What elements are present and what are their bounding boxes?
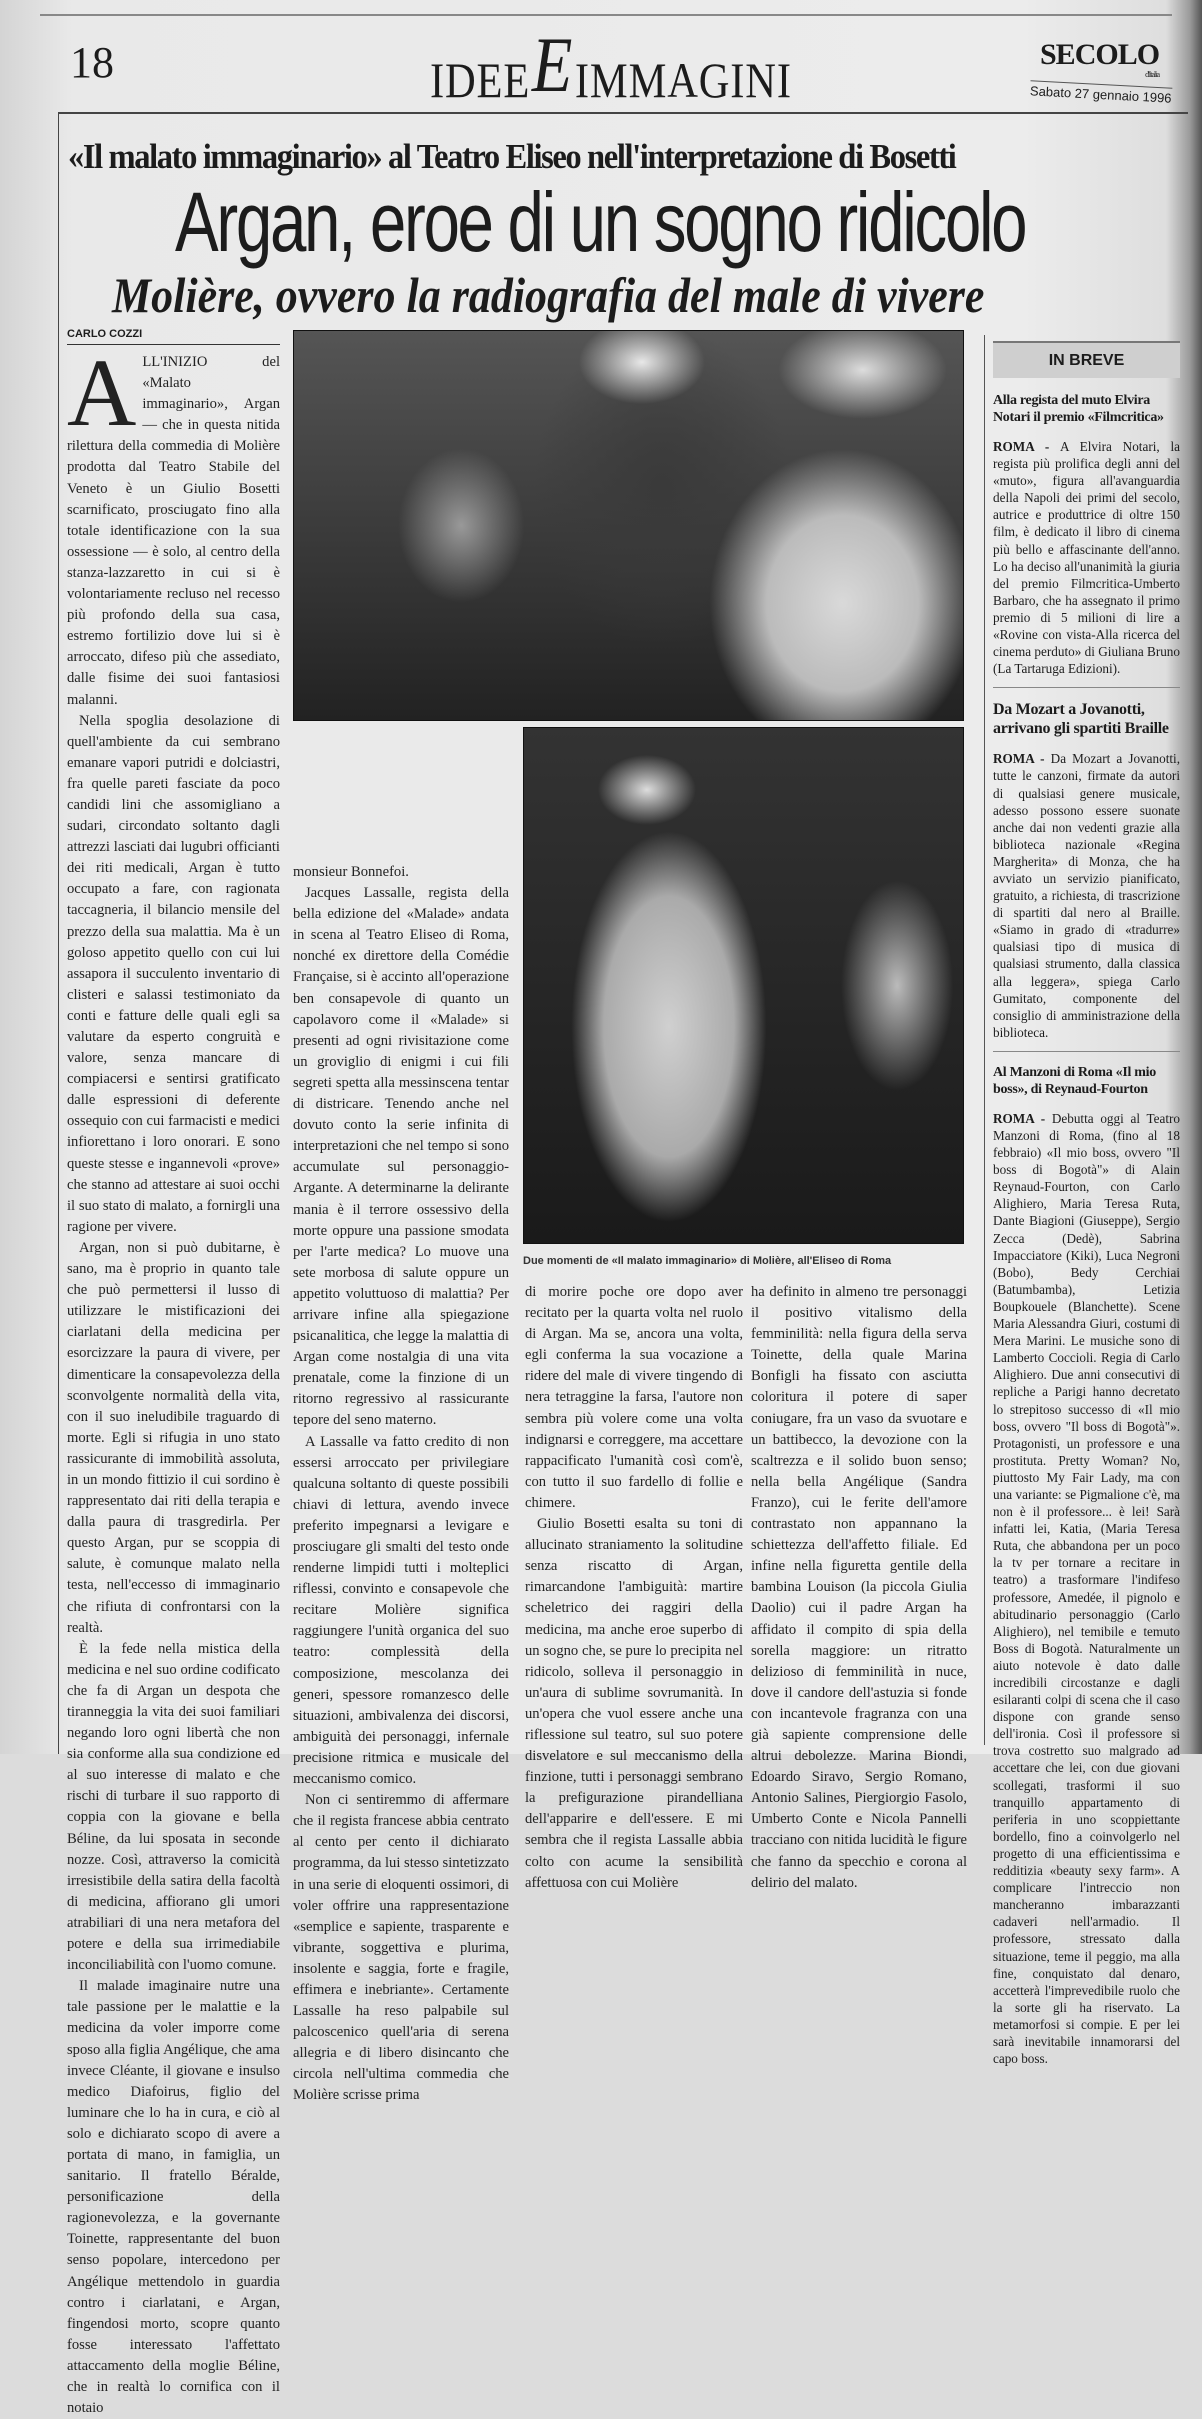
article-paragraph: È la fede nella mistica della medicina e nel suo ordine codificato che fa di Argan un despota che tiranneggia la vita dei suoi familiari negando loro ogni libertà che non sia conforme alla sua condizione ed al suo interesse di malato e che rischi di turbare il suo rapporto di coppia con la giovane e bella Béline, da lui sposata in seconde nozze. Così, attraverso la comicità irresistibile della satira della facoltà di medicina, affiorano gli umori atrabiliari di una nera metafora del potere e della sua irrimediabile inconciliabilità con l'uomo comune. bbox=[67, 1640, 280, 1974]
article-headline: Argan, eroe di un sogno ridicolo bbox=[175, 175, 1026, 269]
section-title-left: IDEE bbox=[430, 52, 531, 108]
masthead-name: SECOLO bbox=[1040, 38, 1160, 71]
brief-text: Da Mozart a Jovanotti, tutte le canzoni, firmate da autori di qualsiasi genere musicale, adesso possono essere suonate anche dai non vedenti grazie alla biblioteca nazionale «Regina Margherita» di Monza, che ha avviato un servizio pianificato, gratuito, a richiesta, di trascrizione di spartiti dal nero al Braille. «Siamo in grado di «tradurre» qualsiasi tipo di musica di qualsiasi strumento, dalla classica alla leggera», spiega Carlo Gumitato, componente del consiglio di amministrazione della biblioteca. bbox=[993, 751, 1180, 1040]
brief-text: Debutta oggi al Teatro Manzoni di Roma, (fino al 18 febbraio) «Il mio boss, ovvero "Il boss di Bogotà"» di Alain Reynaud-Fourton, con Carlo Alighiero, Maria Teresa Ruta, Dante Biagioni (Giuseppe), Sergio Zecca (Dedè), Sabrina Impacciatore (Kiki), Luca Negroni (Bobo), Bedy Cerchiai (Batumbamba), Letizia Boupkouele (Blanchette). Scene Maria Alessandra Giuri, costumi di Mera Marini. Le musiche sono di Lamberto Coccioli. Regia di Carlo Alighiero. Due anni consecutivi di repliche a Parigi hanno decretato lo strepitoso successo di «Il mio boss, ovvero "Il boss di Bogotà"». Protagonisti, un professore e una prostituta. Pretty Woman? No, piuttosto My Fair Lady, ma con una variante: se Pigmalione c'è, ma non è il professore... è lei! Sarà infatti lei, Katia, (Maria Teresa Ruta, che abbandona per un poco la tv per tornare a recitare in teatro) a trasformare l'indifeso professore, Amedée, il pignolo e abitudinario personaggio (Carlo Alighiero), nel temibile e temuto Boss di Bogotà. Naturalmente un aiuto notevole è dato dalle incredibili circostanze e dagli esilaranti colpi di scena che il caso dispone con grande senso dell'ironia. Così il professore si trova costretto suo malgrado ad accettare che lei, con due giovani scollegati, trasformi il suo tranquillo appartamento di periferia in uno scoppiettante bordello, fino a coinvolgerlo nel progetto di una efficientissima e redditizia «beauty sexy farm». A complicare l'intreccio non mancheranno imbarazzanti cadaveri nell'armadio. Il professore, stressato dalla situazione, teme il peggio, ma alla fine, conquistato dal denaro, accetterà l'imprevedibile ruolo che la sorte gli ha riservato. La metamorfosi si compie. E per lei sarà inevitabile innamorarsi del capo boss. bbox=[993, 1110, 1180, 2067]
article-paragraph: Nella spoglia desolazione di quell'ambiente da cui sembrano emanare vapori putridi e dolciastri, fra quelle pareti fasciate da poco candidi lini che assomigliano a sudari, circondato soltanto dagli attrezzi lasciati dai lugubri officianti dei riti medicali, Argan è tutto occupato a fare, con ragionata taccagneria, il bilancio mensile del prezzo della sua malattia. Ma è un goloso appetito quello con cui lui assapora il succulento inventario di clisteri e salassi testimoniato da conti e fatture delle quali egli sa valutare da esperto congruità e valore, senza mancare di compiacersi e sentirsi gratificato dalle espressioni di deferente ossequio con cui farmacisti e medici infiorettano i loro onorari. E sono queste stesse e ingannevoli «prove» che stanno ad attestare ai suoi occhi il suo stato di malato, a fornirgli una ragione per vivere. bbox=[67, 712, 280, 1235]
brief-heading: Da Mozart a Jovanotti, arrivano gli spartiti Braille bbox=[993, 701, 1169, 738]
brief-body bbox=[993, 750, 1180, 1041]
brief-item bbox=[993, 700, 1180, 1041]
article-column-2 bbox=[293, 862, 509, 2107]
page-number: 18 bbox=[70, 38, 114, 87]
divider bbox=[993, 1051, 1180, 1052]
article-column-3 bbox=[525, 1282, 743, 1894]
article-paragraph bbox=[67, 339, 280, 711]
masthead-logo bbox=[1040, 40, 1159, 80]
article-paragraph: Jacques Lassalle, regista della bella edizione del «Malade» andata in scena al Teatro Eliseo di Roma, nonché ex direttore della Comédie Française, si è accinto all'operazione ben consapevole di quanto un capolavoro come il «Malade» si presenti ad ogni rivisitazione come un groviglio di enigmi i cui fili segreti spetta alla messinscena tentar di districare. Tenendo anche nel dovuto conto la serie infinita di interpretazioni che nel tempo si sono accumulate sul personaggio-Argante. A determinarne la delirante mania è il terrore ossessivo della morte oppure una passione smodata per l'arte medica? Lo muove una sete morbosa di salute oppure un appetito voluttuoso di malattia? Per arrivare infine alla spiegazione psicanalitica, che legge la malattia di Argan come nostalgia di una vita prenatale, come la finzione di un ritorno regressivo al rassicurante tepore del seno materno. bbox=[293, 885, 509, 1429]
photo-stage-scene-argan bbox=[523, 727, 964, 1244]
article-column-4 bbox=[751, 1282, 967, 1894]
brief-body bbox=[993, 1110, 1180, 2067]
brief-item bbox=[993, 1064, 1180, 2067]
article-paragraph: monsieur Bonnefoi. bbox=[293, 864, 409, 880]
sidebar-title: IN BREVE bbox=[993, 341, 1180, 378]
article-paragraph: Giulio Bosetti esalta su toni di allucinato straniamento la solitudine senza riscatto di Argan, rimarcandone l'ambiguità: martire scheletrico dei raggiri della medicina, ma anche eroe superbo di un sogno che, se pure lo precipita nel ridicolo, solleva il personaggio in un'aura di sublime sovrumanità. In un'opera che vuol essere anche una riflessione sul teatro, sul suo potere disvelatore e sul meccanismo della finzione, tutti i personaggi sembrano la prefigurazione pirandelliana dell'apparire e dell'essere. E mi sembra che il regista Lassalle abbia colto con acume la sensibilità affettuosa con cui Molière bbox=[525, 1516, 743, 1891]
section-title bbox=[430, 21, 792, 110]
brief-heading: Alla regista del muto Elvira Notari il premio «Filmcritica» bbox=[993, 393, 1164, 425]
byline: CARLO COZZI bbox=[67, 328, 280, 345]
photo-stage-scene-group bbox=[293, 330, 964, 721]
brief-item bbox=[993, 392, 1180, 677]
article-paragraph: di morire poche ore dopo aver recitato per la quarta volta nel ruolo di Argan. Ma se, ancora una volta, egli conferma la sua vocazione a ridere del male di vivere tingendo di nera tetraggine la farsa, l'autore non sembra più volere come una volta indignarsi e correggere, ma accettare rappacificato l'umanità così com'è, con tutto il suo fardello di follie e chimere. bbox=[525, 1284, 743, 1511]
brief-heading: Al Manzoni di Roma «Il mio boss», di Reynaud-Fourton bbox=[993, 1064, 1156, 1097]
article-kicker: «Il malato immaginario» al Teatro Eliseo nell'interpretazione di Bosetti bbox=[68, 137, 956, 176]
article-paragraph: ha definito in almeno tre personaggi il positivo vitalismo della femminilità: nella figura della serva Toinette, della quale Marina Bonfigli ha fissato con asciutta coloritura il potere di saper coniugare, fra un vaso da svuotare e un battibecco, la devozione con la scaltrezza e il solido buon senso; nella bella Angélique (Sandra Franzo), cui le ferite dell'amore contrastato non appannano la schiettezza dell'affetto filiale. Ed infine nella figuretta gentile della bambina Louison (la piccola Giulia Daolio) cui il padre Argan ha affidato il compito di spia della sorella maggiore: un ritratto delizioso di femminilità in nuce, dove il candore dell'astuzia si fonde con incantevole fragranza con una già sapiente comprensione delle altrui debolezze. Marina Biondi, Edoardo Siravo, Sergio Romano, Antonio Salines, Piergiorgio Fasolo, Umberto Conte e Nicola Pannelli tracciano con nitida lucidità le figure che fanno da specchio e corona al delirio del malato. bbox=[751, 1284, 967, 1891]
brief-dateline: ROMA - bbox=[993, 751, 1051, 767]
article-paragraph: Non ci sentiremmo di affermare che il regista francese abbia centrato al cento per cento il dichiarato programma, da lui stesso sintetizzato in una serie di eloquenti ossimori, di voler offrire una rappresentazione «semplice e sapiente, trasparente e vibrante, soggettiva e plurima, insolente e saggia, forte e fragile, effimera e inebriante». Certamente Lassalle ha reso palpabile sul palcoscenico quell'aria di serena allegria e di libero disincanto che circola nell'ultima commedia che Molière scrisse prima bbox=[293, 1792, 510, 2104]
section-title-right: IMMAGINI bbox=[574, 52, 792, 108]
article-paragraph: A Lassalle va fatto credito di non essersi arroccato per privilegiare qualcuna soltanto di queste possibili chiavi di lettura, avendo invece preferito impegnarsi a levigare e prosciugare gli smalti del testo onde renderne limpidi tutti i molteplici riflessi, convinto e consapevole che recitare Molière significa raggiungere l'unità organica del suo teatro: complessità della composizione, mescolanza dei generi, spessore romanzesco delle situazioni, ambivalenza dei discorsi, ambiguità dei personaggi, infernale precisione ritmica e musicale del meccanismo comico. bbox=[293, 1433, 509, 1788]
article-column-1 bbox=[67, 339, 280, 2419]
photo-caption: Due momenti de «Il malato immaginario» di Molière, all'Eliseo di Roma bbox=[523, 1255, 892, 1267]
issue-date: Sabato 27 gennaio 1996 bbox=[1030, 80, 1172, 105]
brief-body bbox=[993, 438, 1180, 677]
brief-text: A Elvira Notari, la regista più prolifica degli anni del «muto», figura all'avanguardia della Napoli dei primi del secolo, autrice e produttrice di oltre 150 film, è dedicato il libro di cinema più bello e affascinante dell'anno. Lo ha deciso all'unanimità la giuria del premio Filmcritica-Umberto Barbaro, che ha assegnato il primo premio di 5 milioni di lire a «Rovine con vista-Alla ricerca del cinema perduto» di Giuliana Bruno (La Tartaruga Edizioni). bbox=[993, 439, 1180, 677]
article-subhead: Molière, ovvero la radiografia del male di vivere bbox=[112, 267, 985, 323]
section-title-ornament: E bbox=[531, 21, 574, 108]
paragraph-text: LL'INIZIO del «Malato immaginario», Argan — che in questa nitida rilettura della commedia di Molière prodotta dal Teatro Stabile del Veneto è un Giulio Bosetti scarnificato, prosciugato fino alla totale identificazione con la sua ossessione — è solo, al centro della stanza-lazzaretto in cui si è volontariamente recluso nel recesso più profondo della sua casa, estremo fortilizio dove lui si è arroccato, difeso più che assediato, dalle fisime dei suoi fantasiosi malanni. bbox=[67, 354, 280, 708]
brief-dateline: ROMA - bbox=[993, 1110, 1052, 1126]
divider bbox=[993, 687, 1180, 688]
news-briefs-sidebar bbox=[984, 335, 1184, 2067]
article-paragraph: Argan, non si può dubitarne, è sano, ma è proprio in quanto tale che può permettersi il lusso di utilizzare le mistificazioni dei ciarlatani della medicina per esorcizzare la paura di vivere, per dimenticare la consapevolezza della sconvolgente normalità della vita, con il suo ineludibile traguardo di morte. Egli si rifugia in uno stato rassicurante di immobilità assoluta, in un mondo fittizio il cui sordino è rappresentato dai riti della terapia e dalla paura di trasgredirla. Per questo Argan, pur se scoppia di salute, è comunque malato nella testa, nell'eccesso di immaginario che rifiuta di confrontarsi con la realtà. bbox=[67, 1239, 280, 1636]
article-paragraph: Il malade imaginaire nutre una tale passione per le malattie e la medicina da voler imporre come sposo alla figlia Angélique, che ama invece Cléante, il giovane e insulso medico Diafoirus, figlio del luminare che lo ha in cura, e ciò al solo e dichiarato scopo di avere a portata di mano, in famiglia, un sanitario. Il fratello Béralde, personificazione della ragionevolezza, e la governante Toinette, rappresentante del buon senso popolare, intercedono per Angélique mettendolo in guardia contro i ciarlatani, e Argan, fingendosi morto, scopre quanto fosse interessato l'affettato attaccamento della moglie Béline, che in realtà lo cornifica con il notaio bbox=[67, 1978, 280, 2417]
brief-dateline: ROMA - bbox=[993, 439, 1061, 454]
drop-cap: A bbox=[67, 339, 137, 446]
top-rule bbox=[40, 14, 1172, 16]
masthead-sub: d'Italia bbox=[1145, 70, 1160, 79]
